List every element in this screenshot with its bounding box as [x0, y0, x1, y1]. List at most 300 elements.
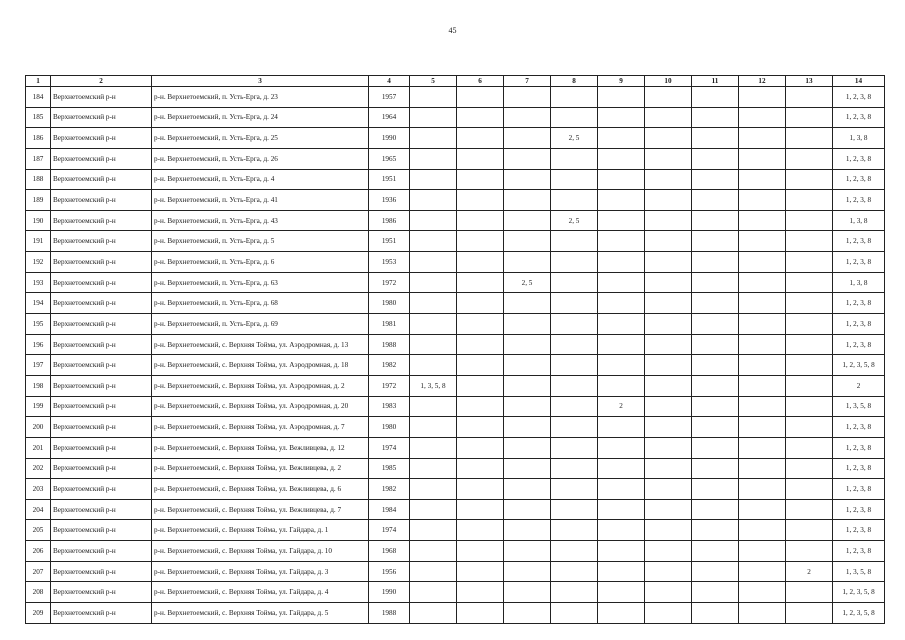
col6-cell	[457, 582, 504, 603]
row-number: 201	[26, 437, 51, 458]
col7-cell	[504, 437, 551, 458]
col14-cell: 1, 3, 5, 8	[833, 561, 885, 582]
col8-cell	[551, 499, 598, 520]
row-number: 198	[26, 375, 51, 396]
col9-cell	[598, 252, 645, 273]
table-row	[26, 87, 885, 108]
col9-cell	[598, 334, 645, 355]
table-row	[26, 437, 885, 458]
column-header-9: 9	[598, 76, 645, 87]
year-cell: 1972	[369, 272, 410, 293]
col6-cell	[457, 334, 504, 355]
row-number: 188	[26, 169, 51, 190]
col7-cell: 2, 5	[504, 272, 551, 293]
col9-cell: 2	[598, 396, 645, 417]
col12-cell	[739, 128, 786, 149]
col7-cell	[504, 190, 551, 211]
col5-cell	[410, 334, 457, 355]
col14-cell: 1, 2, 3, 8	[833, 499, 885, 520]
col12-cell	[739, 520, 786, 541]
col13-cell	[786, 190, 833, 211]
table-row	[26, 107, 885, 128]
col13-cell	[786, 87, 833, 108]
row-number: 186	[26, 128, 51, 149]
col6-cell	[457, 87, 504, 108]
col5-cell	[410, 252, 457, 273]
year-cell: 1951	[369, 169, 410, 190]
year-cell: 1956	[369, 561, 410, 582]
col13-cell	[786, 541, 833, 562]
table-row	[26, 582, 885, 603]
col11-cell	[692, 458, 739, 479]
col6-cell	[457, 355, 504, 376]
col8-cell	[551, 190, 598, 211]
col11-cell	[692, 210, 739, 231]
col13-cell	[786, 458, 833, 479]
year-cell: 1968	[369, 541, 410, 562]
col6-cell	[457, 396, 504, 417]
col7-cell	[504, 582, 551, 603]
col12-cell	[739, 396, 786, 417]
address-cell: р-н. Верхнетоемский, п. Усть-Ерга, д. 41	[152, 190, 369, 211]
col10-cell	[645, 293, 692, 314]
col11-cell	[692, 231, 739, 252]
col5-cell	[410, 231, 457, 252]
column-header-13: 13	[786, 76, 833, 87]
col10-cell	[645, 417, 692, 438]
address-cell: р-н. Верхнетоемский, с. Верхняя Тойма, ул. Гайдара, д. 1	[152, 520, 369, 541]
table-row	[26, 272, 885, 293]
column-header-12: 12	[739, 76, 786, 87]
col6-cell	[457, 520, 504, 541]
col12-cell	[739, 231, 786, 252]
col9-cell	[598, 355, 645, 376]
col11-cell	[692, 479, 739, 500]
address-cell: р-н. Верхнетоемский, п. Усть-Ерга, д. 63	[152, 272, 369, 293]
column-header-3: 3	[152, 76, 369, 87]
col9-cell	[598, 499, 645, 520]
col14-cell: 1, 2, 3, 8	[833, 437, 885, 458]
district-cell: Верхнетоемский р-н	[51, 210, 152, 231]
col7-cell	[504, 334, 551, 355]
table-row	[26, 561, 885, 582]
col9-cell	[598, 417, 645, 438]
district-cell: Верхнетоемский р-н	[51, 293, 152, 314]
col6-cell	[457, 437, 504, 458]
col9-cell	[598, 169, 645, 190]
year-cell: 1980	[369, 293, 410, 314]
col7-cell	[504, 561, 551, 582]
housing-registry-table	[25, 75, 885, 624]
col12-cell	[739, 107, 786, 128]
col6-cell	[457, 169, 504, 190]
col14-cell: 1, 2, 3, 8	[833, 190, 885, 211]
col12-cell	[739, 314, 786, 335]
col8-cell	[551, 520, 598, 541]
row-number: 185	[26, 107, 51, 128]
col13-cell	[786, 437, 833, 458]
row-number: 207	[26, 561, 51, 582]
col12-cell	[739, 148, 786, 169]
address-cell: р-н. Верхнетоемский, п. Усть-Ерга, д. 69	[152, 314, 369, 335]
col11-cell	[692, 87, 739, 108]
col9-cell	[598, 87, 645, 108]
row-number: 195	[26, 314, 51, 335]
col7-cell	[504, 107, 551, 128]
col5-cell	[410, 582, 457, 603]
year-cell: 1982	[369, 355, 410, 376]
district-cell: Верхнетоемский р-н	[51, 355, 152, 376]
row-number: 208	[26, 582, 51, 603]
row-number: 203	[26, 479, 51, 500]
year-cell: 1985	[369, 458, 410, 479]
col9-cell	[598, 458, 645, 479]
row-number: 189	[26, 190, 51, 211]
col7-cell	[504, 458, 551, 479]
address-cell: р-н. Верхнетоемский, с. Верхняя Тойма, ул. Гайдара, д. 5	[152, 603, 369, 624]
col12-cell	[739, 355, 786, 376]
column-header-2: 2	[51, 76, 152, 87]
col9-cell	[598, 520, 645, 541]
col13-cell	[786, 148, 833, 169]
column-header-11: 11	[692, 76, 739, 87]
address-cell: р-н. Верхнетоемский, с. Верхняя Тойма, ул. Аэродромная, д. 7	[152, 417, 369, 438]
col14-cell: 1, 2, 3, 8	[833, 479, 885, 500]
col10-cell	[645, 561, 692, 582]
address-cell: р-н. Верхнетоемский, п. Усть-Ерга, д. 4	[152, 169, 369, 190]
col7-cell	[504, 87, 551, 108]
row-number: 209	[26, 603, 51, 624]
col13-cell	[786, 107, 833, 128]
year-cell: 1982	[369, 479, 410, 500]
col12-cell	[739, 169, 786, 190]
col13-cell	[786, 355, 833, 376]
col14-cell: 1, 2, 3, 5, 8	[833, 603, 885, 624]
col14-cell: 1, 2, 3, 8	[833, 148, 885, 169]
col14-cell: 1, 2, 3, 8	[833, 87, 885, 108]
col12-cell	[739, 252, 786, 273]
row-number: 192	[26, 252, 51, 273]
table-row	[26, 396, 885, 417]
col7-cell	[504, 210, 551, 231]
year-cell: 1953	[369, 252, 410, 273]
col11-cell	[692, 169, 739, 190]
col13-cell	[786, 252, 833, 273]
col10-cell	[645, 252, 692, 273]
address-cell: р-н. Верхнетоемский, с. Верхняя Тойма, ул. Аэродромная, д. 20	[152, 396, 369, 417]
district-cell: Верхнетоемский р-н	[51, 252, 152, 273]
col8-cell	[551, 355, 598, 376]
col13-cell	[786, 603, 833, 624]
col5-cell	[410, 417, 457, 438]
col10-cell	[645, 231, 692, 252]
col13-cell	[786, 520, 833, 541]
col10-cell	[645, 148, 692, 169]
col8-cell	[551, 314, 598, 335]
col7-cell	[504, 314, 551, 335]
col12-cell	[739, 375, 786, 396]
column-header-7: 7	[504, 76, 551, 87]
col8-cell	[551, 252, 598, 273]
col9-cell	[598, 603, 645, 624]
col8-cell	[551, 148, 598, 169]
col14-cell: 1, 3, 8	[833, 272, 885, 293]
col11-cell	[692, 128, 739, 149]
year-cell: 1983	[369, 396, 410, 417]
col14-cell: 1, 2, 3, 5, 8	[833, 355, 885, 376]
col8-cell	[551, 293, 598, 314]
col13-cell	[786, 231, 833, 252]
district-cell: Верхнетоемский р-н	[51, 499, 152, 520]
column-header-8: 8	[551, 76, 598, 87]
col9-cell	[598, 107, 645, 128]
col13-cell	[786, 169, 833, 190]
col10-cell	[645, 87, 692, 108]
col7-cell	[504, 231, 551, 252]
table-row	[26, 520, 885, 541]
address-cell: р-н. Верхнетоемский, с. Верхняя Тойма, ул. Вежливцева, д. 12	[152, 437, 369, 458]
col11-cell	[692, 582, 739, 603]
district-cell: Верхнетоемский р-н	[51, 87, 152, 108]
col8-cell: 2, 5	[551, 210, 598, 231]
col11-cell	[692, 417, 739, 438]
col6-cell	[457, 231, 504, 252]
col10-cell	[645, 190, 692, 211]
address-cell: р-н. Верхнетоемский, п. Усть-Ерга, д. 23	[152, 87, 369, 108]
district-cell: Верхнетоемский р-н	[51, 107, 152, 128]
row-number: 194	[26, 293, 51, 314]
year-cell: 1965	[369, 148, 410, 169]
table-row	[26, 231, 885, 252]
address-cell: р-н. Верхнетоемский, п. Усть-Ерга, д. 43	[152, 210, 369, 231]
col9-cell	[598, 582, 645, 603]
col6-cell	[457, 417, 504, 438]
table-row	[26, 541, 885, 562]
col10-cell	[645, 396, 692, 417]
col6-cell	[457, 272, 504, 293]
col12-cell	[739, 541, 786, 562]
address-cell: р-н. Верхнетоемский, п. Усть-Ерга, д. 26	[152, 148, 369, 169]
col10-cell	[645, 582, 692, 603]
col8-cell	[551, 458, 598, 479]
col6-cell	[457, 458, 504, 479]
col10-cell	[645, 272, 692, 293]
district-cell: Верхнетоемский р-н	[51, 128, 152, 149]
col10-cell	[645, 541, 692, 562]
col6-cell	[457, 314, 504, 335]
col9-cell	[598, 293, 645, 314]
column-header-4: 4	[369, 76, 410, 87]
col9-cell	[598, 272, 645, 293]
col13-cell	[786, 396, 833, 417]
header-row	[26, 76, 885, 87]
table-row	[26, 293, 885, 314]
table-row	[26, 355, 885, 376]
col11-cell	[692, 499, 739, 520]
col6-cell	[457, 210, 504, 231]
col8-cell	[551, 396, 598, 417]
col7-cell	[504, 252, 551, 273]
table-row	[26, 499, 885, 520]
year-cell: 1990	[369, 582, 410, 603]
col5-cell	[410, 210, 457, 231]
col5-cell	[410, 148, 457, 169]
col5-cell	[410, 561, 457, 582]
col9-cell	[598, 148, 645, 169]
row-number: 191	[26, 231, 51, 252]
address-cell: р-н. Верхнетоемский, п. Усть-Ерга, д. 25	[152, 128, 369, 149]
table-row	[26, 417, 885, 438]
col8-cell	[551, 169, 598, 190]
table-row	[26, 128, 885, 149]
col14-cell: 1, 2, 3, 8	[833, 293, 885, 314]
col12-cell	[739, 210, 786, 231]
year-cell: 1988	[369, 603, 410, 624]
year-cell: 1981	[369, 314, 410, 335]
col10-cell	[645, 437, 692, 458]
col14-cell: 1, 2, 3, 8	[833, 541, 885, 562]
col7-cell	[504, 479, 551, 500]
address-cell: р-н. Верхнетоемский, с. Верхняя Тойма, ул. Вежливцева, д. 6	[152, 479, 369, 500]
year-cell: 1936	[369, 190, 410, 211]
district-cell: Верхнетоемский р-н	[51, 417, 152, 438]
col11-cell	[692, 396, 739, 417]
col11-cell	[692, 355, 739, 376]
col6-cell	[457, 603, 504, 624]
table-row	[26, 148, 885, 169]
col14-cell: 2	[833, 375, 885, 396]
district-cell: Верхнетоемский р-н	[51, 375, 152, 396]
col8-cell	[551, 437, 598, 458]
col9-cell	[598, 314, 645, 335]
col10-cell	[645, 169, 692, 190]
col5-cell	[410, 520, 457, 541]
address-cell: р-н. Верхнетоемский, п. Усть-Ерга, д. 5	[152, 231, 369, 252]
col10-cell	[645, 210, 692, 231]
row-number: 196	[26, 334, 51, 355]
district-cell: Верхнетоемский р-н	[51, 582, 152, 603]
col7-cell	[504, 603, 551, 624]
column-header-14: 14	[833, 76, 885, 87]
col8-cell	[551, 541, 598, 562]
col7-cell	[504, 169, 551, 190]
col6-cell	[457, 561, 504, 582]
col12-cell	[739, 499, 786, 520]
district-cell: Верхнетоемский р-н	[51, 272, 152, 293]
column-header-5: 5	[410, 76, 457, 87]
col10-cell	[645, 603, 692, 624]
district-cell: Верхнетоемский р-н	[51, 148, 152, 169]
col5-cell	[410, 458, 457, 479]
col13-cell	[786, 582, 833, 603]
col10-cell	[645, 479, 692, 500]
address-cell: р-н. Верхнетоемский, п. Усть-Ерга, д. 68	[152, 293, 369, 314]
address-cell: р-н. Верхнетоемский, с. Верхняя Тойма, ул. Вежливцева, д. 7	[152, 499, 369, 520]
col12-cell	[739, 293, 786, 314]
col14-cell: 1, 2, 3, 8	[833, 520, 885, 541]
col7-cell	[504, 128, 551, 149]
column-header-10: 10	[645, 76, 692, 87]
col13-cell	[786, 479, 833, 500]
address-cell: р-н. Верхнетоемский, с. Верхняя Тойма, ул. Аэродромная, д. 18	[152, 355, 369, 376]
col8-cell	[551, 479, 598, 500]
col11-cell	[692, 252, 739, 273]
district-cell: Верхнетоемский р-н	[51, 190, 152, 211]
col9-cell	[598, 437, 645, 458]
col13-cell	[786, 293, 833, 314]
col5-cell	[410, 396, 457, 417]
row-number: 187	[26, 148, 51, 169]
col14-cell: 1, 2, 3, 8	[833, 417, 885, 438]
col6-cell	[457, 479, 504, 500]
col6-cell	[457, 190, 504, 211]
col12-cell	[739, 561, 786, 582]
col9-cell	[598, 375, 645, 396]
col11-cell	[692, 148, 739, 169]
col9-cell	[598, 128, 645, 149]
address-cell: р-н. Верхнетоемский, с. Верхняя Тойма, ул. Аэродромная, д. 13	[152, 334, 369, 355]
col6-cell	[457, 107, 504, 128]
district-cell: Верхнетоемский р-н	[51, 520, 152, 541]
col12-cell	[739, 190, 786, 211]
col5-cell	[410, 479, 457, 500]
col14-cell: 1, 2, 3, 8	[833, 458, 885, 479]
col13-cell	[786, 314, 833, 335]
col6-cell	[457, 541, 504, 562]
col7-cell	[504, 520, 551, 541]
col5-cell	[410, 107, 457, 128]
col8-cell	[551, 107, 598, 128]
col12-cell	[739, 458, 786, 479]
year-cell: 1951	[369, 231, 410, 252]
col11-cell	[692, 314, 739, 335]
table-row	[26, 334, 885, 355]
col13-cell	[786, 417, 833, 438]
col12-cell	[739, 272, 786, 293]
col11-cell	[692, 190, 739, 211]
col6-cell	[457, 148, 504, 169]
col10-cell	[645, 458, 692, 479]
year-cell: 1964	[369, 107, 410, 128]
col7-cell	[504, 355, 551, 376]
col14-cell: 1, 3, 8	[833, 210, 885, 231]
table-row	[26, 169, 885, 190]
year-cell: 1984	[369, 499, 410, 520]
year-cell: 1974	[369, 437, 410, 458]
row-number: 204	[26, 499, 51, 520]
col8-cell	[551, 417, 598, 438]
table-row	[26, 190, 885, 211]
col10-cell	[645, 128, 692, 149]
col5-cell	[410, 272, 457, 293]
col7-cell	[504, 417, 551, 438]
district-cell: Верхнетоемский р-н	[51, 541, 152, 562]
address-cell: р-н. Верхнетоемский, с. Верхняя Тойма, ул. Гайдара, д. 10	[152, 541, 369, 562]
col7-cell	[504, 375, 551, 396]
col5-cell: 1, 3, 5, 8	[410, 375, 457, 396]
col5-cell	[410, 437, 457, 458]
col11-cell	[692, 437, 739, 458]
col13-cell	[786, 375, 833, 396]
col8-cell	[551, 603, 598, 624]
col11-cell	[692, 375, 739, 396]
district-cell: Верхнетоемский р-н	[51, 314, 152, 335]
address-cell: р-н. Верхнетоемский, с. Верхняя Тойма, ул. Вежливцева, д. 2	[152, 458, 369, 479]
col9-cell	[598, 210, 645, 231]
table-row	[26, 375, 885, 396]
row-number: 206	[26, 541, 51, 562]
col14-cell: 1, 2, 3, 8	[833, 107, 885, 128]
